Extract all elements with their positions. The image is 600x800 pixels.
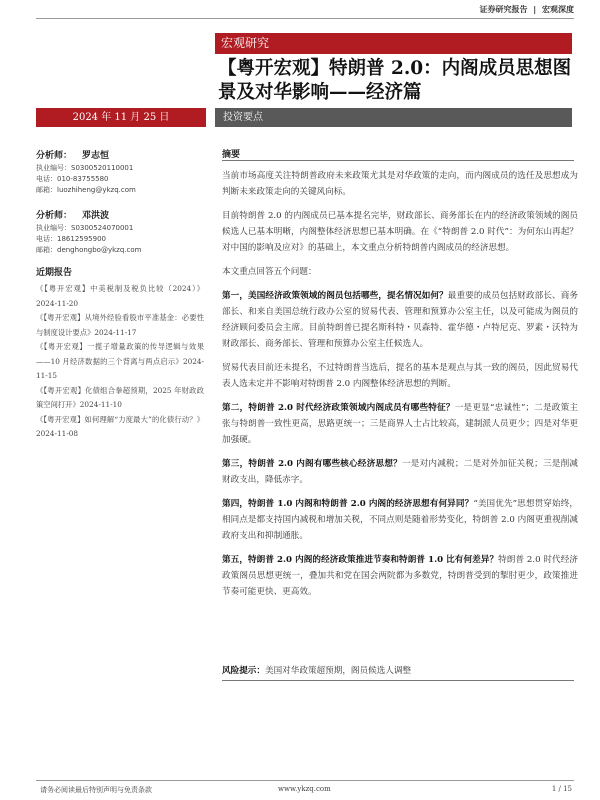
risk-divider	[222, 680, 574, 681]
report-title: 【粤开宏观】特朗普 2.0：内阁成员思想图景及对华影响——经济篇	[218, 58, 572, 103]
question-4-text: “美国优先”思想贯穿始终，相同点是都支持国内减税和增加关税，不同点则是随着形势变化，特朗普 2.0 内阁更重视削减政府支出和抑制通胀。	[222, 499, 578, 541]
analyst-card	[36, 208, 204, 256]
recent-report-item[interactable]: 《【粤开宏观】一揽子增量政策的传导逻辑与效果——10 月经济数据的三个背离与两点启示》2024-11-15	[36, 342, 204, 380]
header-divider	[36, 18, 574, 19]
analyst-license: 执业编号：S0300524070001	[36, 224, 134, 232]
summary-intro: 目前特朗普 2.0 的内阁成员已基本提名完毕，财政部长、商务部长在内的经济政策领域的阁员候选人已基本明晰，内阁整体经济思想已基本明确。在《“特朗普 2.0 时代”：为何东山再起？对中国的影响及应对》的基础上，本文重点分析特朗普内阁成员的经济思想。	[222, 211, 578, 253]
recent-reports-heading: 近期报告	[36, 268, 73, 278]
report-header	[479, 4, 574, 15]
report-series: 宏观深度	[542, 5, 574, 14]
question-2	[222, 400, 578, 448]
analyst-phone: 电话：010-83755580	[36, 175, 109, 183]
footer-disclaimer[interactable]: 请务必阅读最后特别声明与免责条款	[40, 786, 152, 794]
summary-intro: 本文重点回答五个问题：	[222, 267, 317, 277]
section-label: 投资要点	[215, 108, 572, 127]
analyst-role: 分析师：	[36, 211, 73, 221]
report-date: 2024 年 11 月 25 日	[36, 108, 206, 127]
question-3-text: 一是对内减税；二是对外加征关税；三是削减财政支出，降低赤字。	[222, 459, 578, 485]
category-banner: 宏观研究	[215, 33, 572, 54]
question-4	[222, 496, 578, 544]
analyst-list	[36, 148, 204, 268]
question-5-title: 第五，特朗普 2.0 内阁的经济政策推进节奏和特朗普 1.0 比有何差异？	[222, 555, 499, 565]
summary-divider	[222, 160, 574, 161]
page-number: 1 / 15	[551, 785, 572, 793]
question-2-text: 一是更显“忠诚性”；二是政策主张与特朗普一致性更高，思路更统一；三是商界人士占比较高，建制派人员更少；四是对华更加强硬。	[222, 403, 578, 445]
question-1	[222, 288, 578, 352]
question-5	[222, 552, 578, 600]
recent-report-item[interactable]: 《【粤开宏观】如何理解“力度最大”的化债行动？》2024-11-08	[36, 414, 204, 438]
recent-report-item[interactable]: 《【粤开宏观】中美税制及税负比较（2024）》2024-11-20	[36, 284, 204, 308]
question-1-note: 贸易代表目前还未提名，不过特朗普当选后，提名的基本是观点与其一致的阁员，因此贸易代表人选未定并不影响对特朗普 2.0 内阁整体经济思想的判断。	[222, 363, 578, 389]
question-1-text: 最重要的成员包括财政部长、商务部长、和来自美国总统行政办公室的贸易代表、管理和预算办公室主任，以及可能成为阁员的经济顾问委员会主席。目前特朗普已提名斯科特・贝森特、霍华德・卢特尼克、罗素・沃特为财政部长、商务部长、管理和预算办公室主任候选人。	[222, 291, 578, 349]
risk-note	[222, 664, 578, 676]
footer-divider	[36, 780, 574, 781]
analyst-card	[36, 148, 204, 196]
report-type: 证券研究报告	[479, 5, 528, 14]
question-1-title: 第一，美国经济政策领域的阁员包括哪些，提名情况如何？	[222, 291, 448, 301]
summary-body	[222, 168, 578, 608]
question-3-title: 第三，特朗普 2.0 内阁有哪些核心经济思想？	[222, 459, 402, 469]
recent-reports	[36, 265, 204, 442]
analyst-name: 罗志恒	[82, 151, 110, 161]
question-3	[222, 456, 578, 488]
analyst-role: 分析师：	[36, 151, 73, 161]
recent-report-item[interactable]: 《【粤开宏观】从境外经验看股市平准基金：必要性与制度设计要点》2024-11-17	[36, 313, 204, 337]
analyst-email[interactable]: 邮箱：luozhiheng@ykzq.com	[36, 186, 136, 194]
recent-report-item[interactable]: 《【粤开宏观】化债组合拳超预期，2025 年财政政策空间打开》2024-11-10	[36, 385, 204, 409]
analyst-license: 执业编号：S0300520110001	[36, 164, 134, 172]
analyst-name: 邓洪波	[82, 211, 110, 221]
header-separator: |	[533, 5, 537, 14]
question-5-text: 特朗普 2.0 时代经济政策阁员思想更统一，叠加共和党在国会两院都为多数党，特朗普受到的掣肘更少，政策推进节奏可能更快、更高效。	[222, 555, 578, 597]
analyst-email[interactable]: 邮箱：denghongbo@ykzq.com	[36, 246, 142, 254]
footer-website[interactable]: www.ykzq.com	[278, 785, 331, 793]
question-4-title: 第四，特朗普 1.0 内阁和特朗普 2.0 内阁的经济思想有何异同？	[222, 499, 474, 509]
risk-text: 美国对华政策超预期，阁员候选人调整	[264, 666, 412, 676]
summary-intro: 当前市场高度关注特朗普政府未来政策尤其是对华政策的走向，而内阁成员的选任及思想成为判断未来政策走向的关键风向标。	[222, 171, 578, 197]
question-2-title: 第二，特朗普 2.0 时代经济政策领域内阁成员有哪些特征？	[222, 403, 455, 413]
risk-label: 风险提示：	[222, 666, 265, 676]
analyst-phone: 电话：18612595900	[36, 235, 106, 243]
summary-heading: 摘要	[222, 150, 241, 160]
